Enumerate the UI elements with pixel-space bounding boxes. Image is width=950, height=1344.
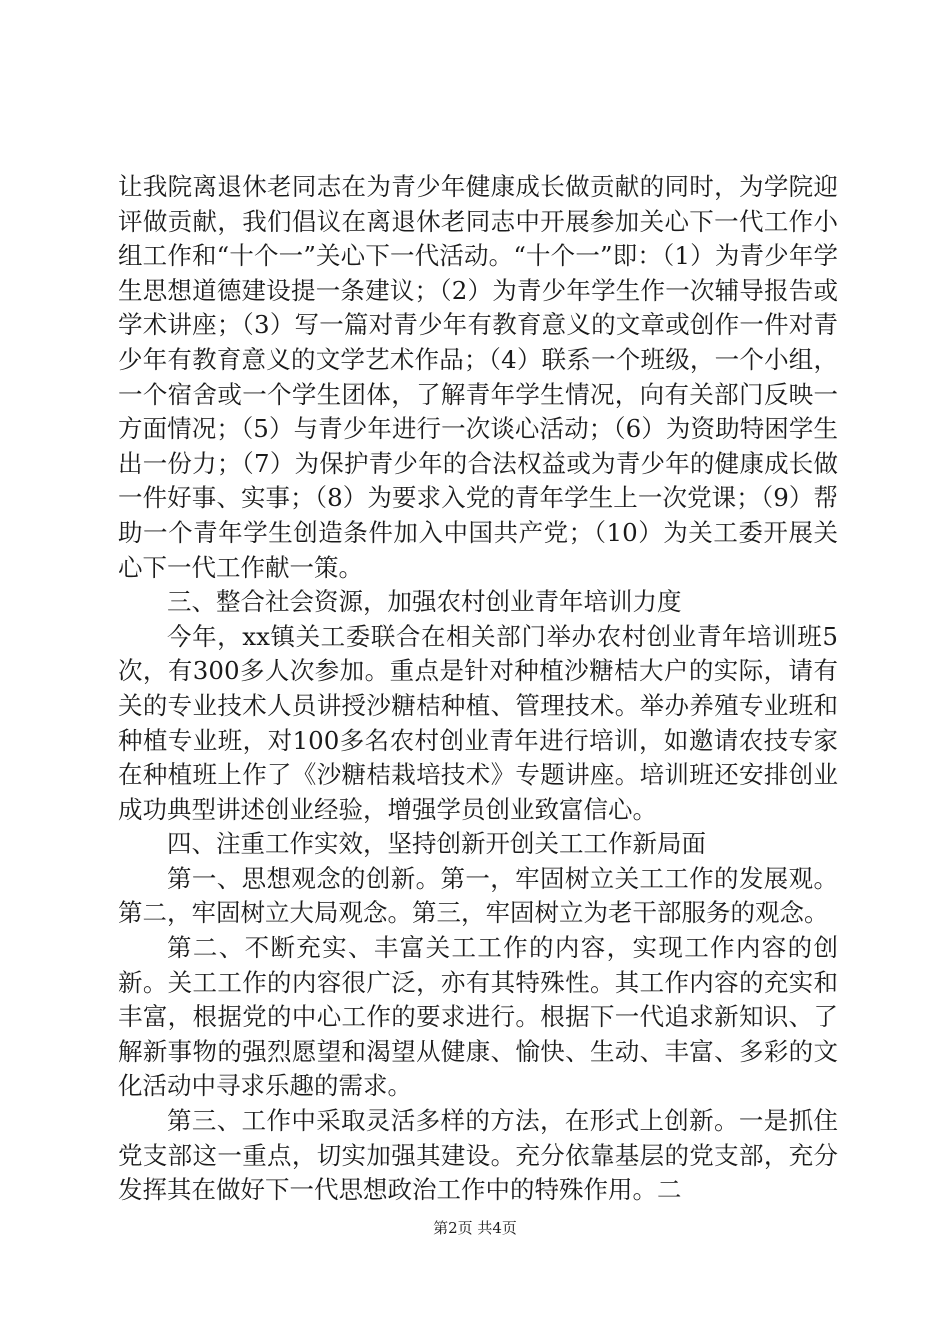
paragraph-content-innovation: 第二、不断充实、丰富关工工作的内容，实现工作内容的创新。关工工作的内容很广泛，亦有其特殊性。其工作内容的充实和丰富，根据党的中心工作的要求进行。根据下一代追求新知识、了解新事物的强烈愿望和渴望从健康、愉快、生动、丰富、多彩的文化活动中寻求乐趣的需求。 <box>118 933 838 1101</box>
heading-section-three: 三、整合社会资源，加强农村创业青年培训力度 <box>167 587 682 617</box>
paragraph-idea-innovation: 第一、思想观念的创新。第一，牢固树立关工工作的发展观。第二，牢固树立大局观念。第三，牢固树立为老干部服务的观念。 <box>118 863 838 928</box>
paragraph-method-innovation: 第三、工作中采取灵活多样的方法，在形式上创新。一是抓住党支部这一重点，切实加强其建设。充分依靠基层的党支部，充分发挥其在做好下一代思想政治工作中的特殊作用。二 <box>118 1106 838 1205</box>
page-number-footer: 第2页 共4页 <box>433 1219 517 1237</box>
paragraph-training: 今年，xx镇关工委联合在相关部门举办农村创业青年培训班5次，有300多人次参加。重点是针对种植沙糖桔大户的实际，请有关的专业技术人员讲授沙糖桔种植、管理技术。举办养殖专业班和种植专业班，对100多名农村创业青年进行培训，如邀请农技专家在种植班上作了《沙糖桔栽培技术》专题讲座。培训班还安排创业成功典型讲述创业经验，增强学员创业致富信心。 <box>118 621 838 824</box>
paragraph-ten-ones: 让我院离退休老同志在为青少年健康成长做贡献的同时，为学院迎评做贡献，我们倡议在离退休老同志中开展参加关心下一代工作小组工作和“十个一”关心下一代活动。“十个一”即：（1）为青少年学生思想道德建设提一条建议；（2）为青少年学生作一次辅导报告或学术讲座；（3）写一篇对青少年有教育意义的文章或创作一件对青少年有教育意义的文学艺术作品；（4）联系一个班级，一个小组，一个宿舍或一个学生团体，了解青年学生情况，向有关部门反映一方面情况；（5）与青少年进行一次谈心活动；（6）为资助特困学生出一份力；（7）为保护青少年的合法权益或为青少年的健康成长做一件好事、实事；（8）为要求入党的青年学生上一次党课；（9）帮助一个青年学生创造条件加入中国共产党；（10）为关工委开展关心下一代工作献一策。 <box>118 172 838 582</box>
heading-section-four: 四、注重工作实效，坚持创新开创关工工作新局面 <box>167 829 706 859</box>
document-body <box>118 170 838 1208</box>
